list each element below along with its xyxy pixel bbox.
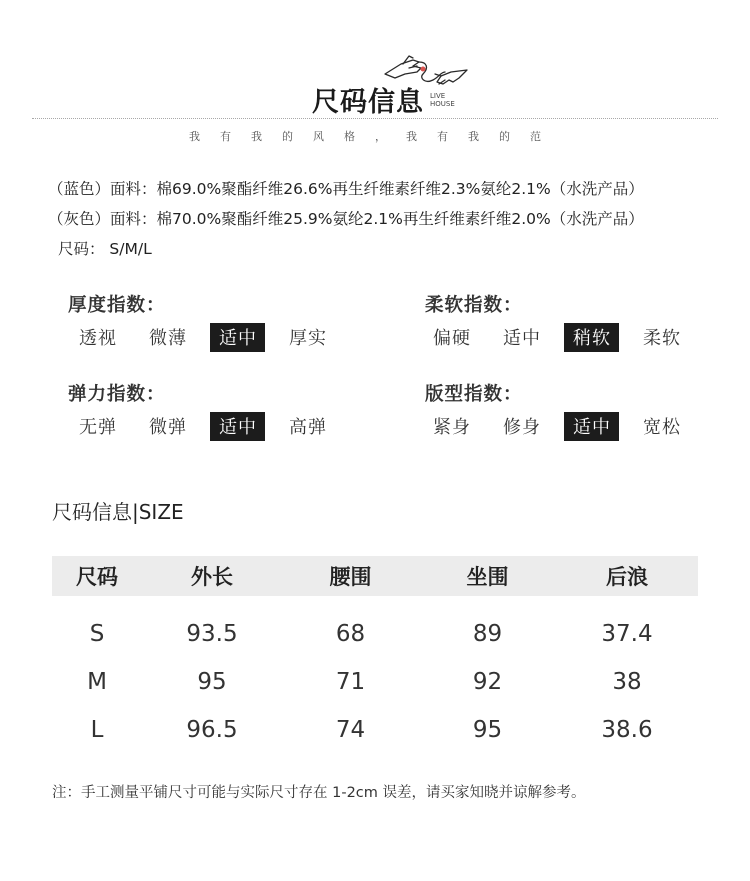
table-cell: 71 [335,669,366,695]
header-divider [32,118,718,119]
table-cell: 95 [472,717,503,743]
index-option: 厚实 [289,328,327,349]
page-title: 尺码信息 [312,87,424,118]
index-option: 紧身 [433,417,471,438]
index-option: 适中 [503,328,541,349]
index-title: 版型指数： [425,384,523,405]
header-cell: 尺码 [76,565,118,589]
index-title: 厚度指数： [68,295,166,316]
index-option: 修身 [503,417,541,438]
fabric-gray: （灰色）面料：棉70.0%聚酯纤维25.9%氨纶2.1%再生纤维素纤维2.0%（水洗产品） [48,210,644,228]
thickness-index [68,291,350,352]
index-option: 微薄 [149,328,187,349]
table-cell: S [89,621,105,647]
index-options [70,323,350,352]
header-cell: 腰围 [329,565,372,589]
index-option: 微弹 [149,417,187,438]
index-option-selected: 稍软 [564,323,634,352]
header-cell: 后浪 [606,565,648,589]
table-cell: 92 [472,669,503,695]
fit-index [425,380,704,441]
table-cell: 38.6 [601,717,653,743]
table-cell: 96.5 [186,717,238,743]
size-options: 尺码： S/M/L [58,240,152,258]
elasticity-index [68,380,350,441]
fabric-blue: （蓝色）面料：棉69.0%聚酯纤维26.6%再生纤维素纤维2.3%氨纶2.1%（水洗产品） [48,180,644,198]
table-row [52,610,698,658]
table-cell: M [87,669,107,695]
index-option-selected: 适中 [564,412,634,441]
table-cell: 89 [472,621,503,647]
index-options [70,412,350,441]
table-row [52,658,698,706]
table-cell: 74 [335,717,366,743]
brand-tag [430,92,455,108]
measurement-note: 注：手工测量平铺尺寸可能与实际尺寸存在 1-2cm 误差，请买家知晓并谅解参考。 [52,785,586,801]
table-cell: 37.4 [601,621,653,647]
brand-line-2: HOUSE [430,100,455,108]
table-cell: 38 [612,669,642,695]
index-title: 柔软指数： [425,295,523,316]
index-option-selected: 适中 [210,412,280,441]
index-option: 高弹 [289,417,327,438]
tagline: 我有我的风格，我有我的范 [189,130,561,143]
table-cell: 93.5 [186,621,238,647]
index-title: 弹力指数： [68,384,166,405]
index-option-selected: 适中 [210,323,280,352]
index-option: 透视 [79,328,117,349]
header-cell: 外长 [191,565,233,589]
size-table-title: 尺码信息|SIZE [52,500,184,524]
index-options [424,323,704,352]
table-cell: 68 [335,621,366,647]
table-cell: 95 [197,669,227,695]
index-option: 无弹 [79,417,117,438]
index-option: 宽松 [643,417,681,438]
index-option: 柔软 [643,328,681,349]
table-cell: L [90,717,104,743]
table-row [52,706,698,754]
index-options [424,412,704,441]
index-option: 偏硬 [433,328,471,349]
softness-index [425,291,704,352]
header-cell: 坐围 [466,565,509,589]
brand-line-1: LIVE [430,92,446,100]
table-header [52,556,698,596]
size-table [52,556,698,754]
